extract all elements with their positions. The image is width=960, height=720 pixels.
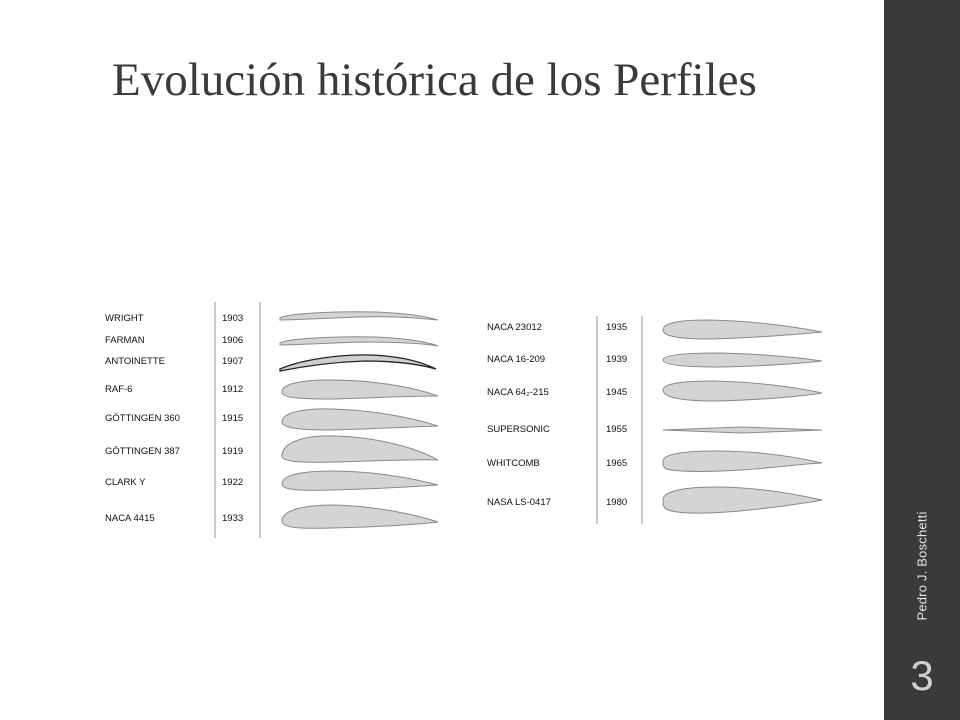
- airfoil-row-whitcomb: [487, 451, 822, 471]
- airfoil-name: NASA LS-0417: [487, 497, 551, 508]
- slide-number: 3: [910, 652, 934, 699]
- airfoil-shape-nasa-ls-0417: [663, 487, 822, 513]
- airfoil-name: ANTOINETTE: [105, 356, 165, 367]
- airfoil-shape-farman: [280, 337, 438, 346]
- airfoil-row-wright: [105, 312, 438, 324]
- airfoil-name: NACA 4415: [105, 513, 155, 524]
- airfoil-year: 1955: [606, 424, 628, 435]
- airfoil-year: 1945: [606, 387, 628, 398]
- airfoil-name: SUPERSONIC: [487, 424, 550, 435]
- airfoil-shape-raf-6: [282, 380, 438, 399]
- airfoil-row-gottingen-387: [105, 436, 438, 462]
- airfoil-year: 1919: [222, 446, 244, 457]
- airfoil-name: NACA 16-209: [487, 354, 546, 365]
- airfoil-year: 1906: [222, 335, 244, 346]
- airfoil-evolution-figure: [100, 296, 840, 546]
- airfoil-name: FARMAN: [105, 335, 145, 346]
- airfoil-year: 1903: [222, 313, 244, 324]
- airfoil-row-farman: [105, 335, 438, 346]
- airfoil-table: [100, 296, 840, 546]
- airfoil-row-raf-6: [105, 380, 438, 399]
- airfoil-shape-supersonic: [663, 427, 822, 433]
- airfoil-name: WRIGHT: [105, 313, 144, 324]
- airfoil-row-naca-23012: [487, 320, 822, 339]
- airfoil-name: GÖTTINGEN 387: [105, 446, 180, 457]
- airfoil-year: 1912: [222, 384, 244, 395]
- airfoil-shape-naca-4415: [282, 505, 438, 528]
- airfoil-name: WHITCOMB: [487, 458, 540, 469]
- author-credit: Pedro J. Boschetti: [914, 511, 930, 621]
- airfoil-shape-naca-64-215: [663, 381, 822, 401]
- airfoil-year: 1922: [222, 477, 244, 488]
- airfoil-shape-wright: [280, 312, 438, 320]
- airfoil-name: NACA 64₂-215: [487, 387, 549, 398]
- airfoil-year: 1907: [222, 356, 244, 367]
- airfoil-row-clark-y: [105, 471, 438, 490]
- airfoil-shape-gottingen-360: [282, 409, 438, 430]
- airfoil-name: CLARK Y: [105, 477, 146, 488]
- airfoil-shape-naca-23012: [663, 320, 822, 339]
- airfoil-row-gottingen-360: [105, 409, 438, 430]
- airfoil-shape-clark-y: [282, 471, 438, 490]
- airfoil-row-naca-16-209: [487, 353, 822, 367]
- airfoil-name: GÖTTINGEN 360: [105, 413, 180, 424]
- airfoil-row-antoinette: [105, 355, 436, 371]
- airfoil-shape-gottingen-387: [282, 436, 438, 462]
- airfoil-name: RAF-6: [105, 384, 133, 395]
- airfoil-name: NACA 23012: [487, 322, 542, 333]
- airfoil-shape-antoinette: [280, 355, 436, 371]
- slide-title: Evolución histórica de los Perfiles: [112, 54, 757, 106]
- airfoil-row-naca-64-215: [487, 381, 822, 401]
- airfoil-shape-whitcomb: [663, 451, 822, 471]
- airfoil-year: 1980: [606, 497, 628, 508]
- airfoil-row-nasa-ls-0417: [487, 487, 822, 513]
- airfoil-year: 1965: [606, 458, 628, 469]
- airfoil-row-naca-4415: [105, 505, 438, 528]
- airfoil-year: 1933: [222, 513, 244, 524]
- airfoil-row-supersonic: [487, 424, 822, 435]
- airfoil-year: 1935: [606, 322, 628, 333]
- airfoil-year: 1939: [606, 354, 628, 365]
- airfoil-year: 1915: [222, 413, 244, 424]
- airfoil-shape-naca-16-209: [663, 353, 822, 367]
